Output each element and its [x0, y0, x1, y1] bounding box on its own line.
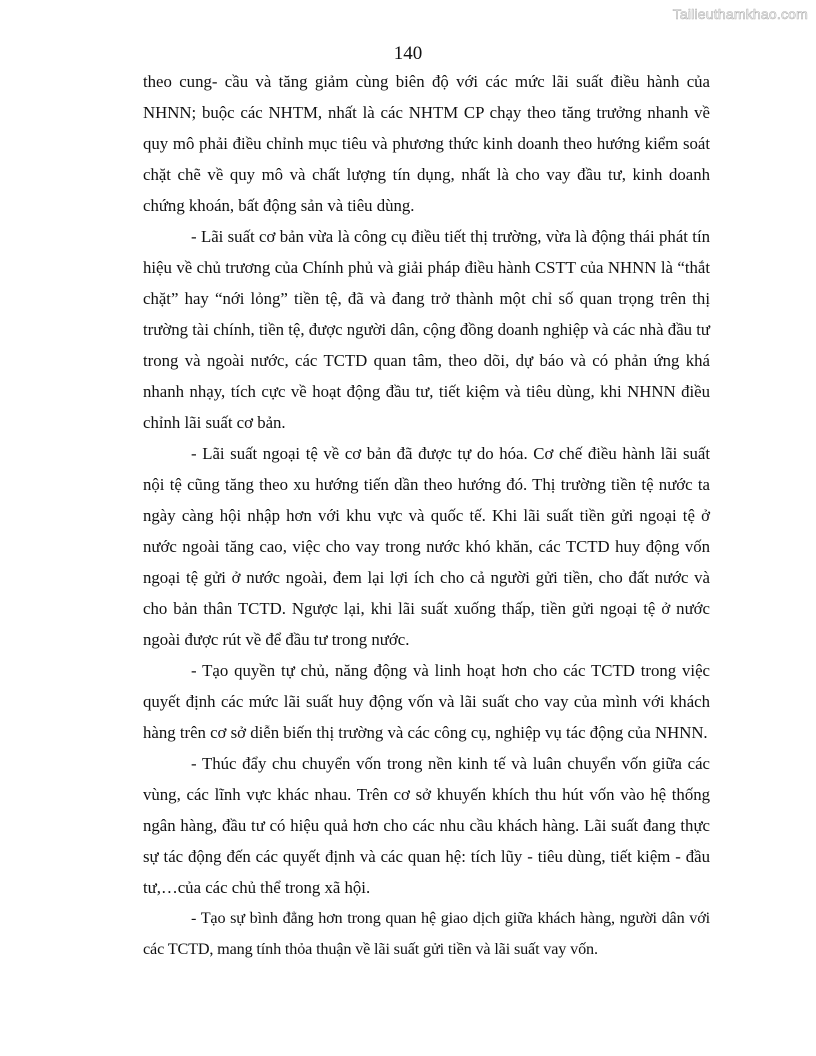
paragraph-capital-circulation: - Thúc đẩy chu chuyển vốn trong nền kinh tế và luân chuyển vốn giữa các vùng, các lĩnh vực khác nhau. Trên cơ sở khuyến khích thu hút vốn vào hệ thống ngân hàng, đầu tư có hiệu quả hơn cho các nhu cầu khách hàng. Lãi suất đang thực sự tác động đến các quyết định và các quan hệ: tích lũy - tiêu dùng, tiết kiệm - đầu tư,…của các chủ thể trong xã hội.	[143, 754, 710, 897]
document-body	[143, 66, 710, 965]
page-number: 140	[393, 43, 423, 64]
paragraph-equality: - Tạo sự bình đẳng hơn trong quan hệ giao dịch giữa khách hàng, người dân với các TCTD, mang tính thỏa thuận về lãi suất gửi tiền và lãi suất vay vốn.	[143, 909, 710, 958]
paragraph-continuation: theo cung- cầu và tăng giảm cùng biên độ với các mức lãi suất điều hành của NHNN; buộc các NHTM, nhất là các NHTM CP chạy theo tăng trưởng nhanh về quy mô phải điều chỉnh mục tiêu và phương thức kinh doanh theo hướng kiểm soát chặt chẽ về quy mô và chất lượng tín dụng, nhất là cho vay đầu tư, kinh doanh chứng khoán, bất động sản và tiêu dùng.	[143, 72, 710, 215]
watermark-text: Tailieuthamkhao.com	[672, 6, 808, 22]
paragraph-autonomy: - Tạo quyền tự chủ, năng động và linh hoạt hơn cho các TCTD trong việc quyết định các mức lãi suất huy động vốn và lãi suất cho vay của mình với khách hàng trên cơ sở diễn biến thị trường và các công cụ, nghiệp vụ tác động của NHNN.	[143, 661, 710, 742]
paragraph-foreign-currency-rate: - Lãi suất ngoại tệ về cơ bản đã được tự do hóa. Cơ chế điều hành lãi suất nội tệ cũng tăng theo xu hướng tiến dần theo hướng đó. Thị trường tiền tệ nước ta ngày càng hội nhập hơn với khu vực và quốc tế. Khi lãi suất tiền gửi ngoại tệ ở nước ngoài tăng cao, việc cho vay trong nước khó khăn, các TCTD huy động vốn ngoại tệ gửi ở nước ngoài, đem lại lợi ích cho cả người gửi tiền, cho đất nước và cho bản thân TCTD. Ngược lại, khi lãi suất xuống thấp, tiền gửi ngoại tệ ở nước ngoài được rút về để đầu tư trong nước.	[143, 444, 710, 649]
paragraph-base-rate: - Lãi suất cơ bản vừa là công cụ điều tiết thị trường, vừa là động thái phát tín hiệu về chủ trương của Chính phủ và giải pháp điều hành CSTT của NHNN là “thắt chặt” hay “nới lỏng” tiền tệ, đã và đang trở thành một chỉ số quan trọng trên thị trường tài chính, tiền tệ, được người dân, cộng đồng doanh nghiệp và các nhà đầu tư trong và ngoài nước, các TCTD quan tâm, theo dõi, dự báo và có phản ứng khá nhanh nhạy, tích cực về hoạt động đầu tư, tiết kiệm và tiêu dùng, khi NHNN điều chỉnh lãi suất cơ bản.	[143, 227, 710, 432]
